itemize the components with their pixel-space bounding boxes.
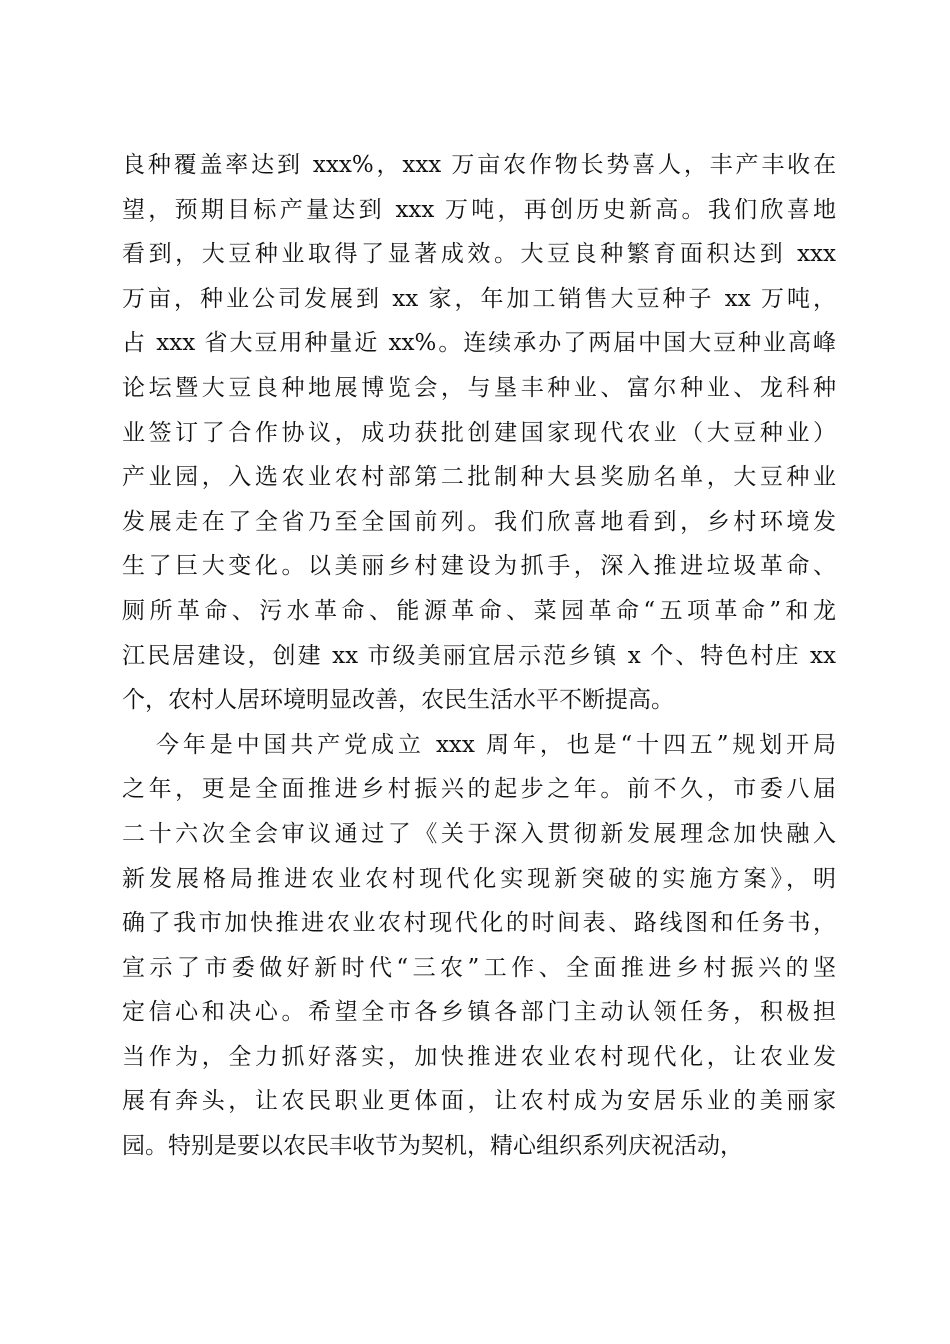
text-line: 江民居建设，创建 xx 市级美丽宜居示范乡镇 x 个、特色村庄 xx bbox=[122, 642, 836, 669]
text-line: 二十六次全会审议通过了《关于深入贯彻新发展理念加快融入 bbox=[122, 820, 836, 847]
text-line: 占 xxx 省大豆用种量近 xx%。连续承办了两届中国大豆种业高峰 bbox=[122, 330, 836, 357]
text-line: 厕所革命、污水革命、能源革命、菜园革命“五项革命”和龙 bbox=[122, 597, 836, 624]
text-line: 今年是中国共产党成立 xxx 周年，也是“十四五”规划开局 bbox=[156, 731, 836, 758]
text-line: 确了我市加快推进农业农村现代化的时间表、路线图和任务书， bbox=[122, 910, 836, 937]
text-line: 良种覆盖率达到 xxx%，xxx 万亩农作物长势喜人，丰产丰收在 bbox=[122, 152, 836, 178]
text-line: 个，农村人居环境明显改善，农民生活水平不断提高。 bbox=[122, 687, 674, 714]
text-line: 看到，大豆种业取得了显著成效。大豆良种繁育面积达到 xxx bbox=[122, 241, 836, 268]
text-line: 定信心和决心。希望全市各乡镇各部门主动认领任务，积极担 bbox=[122, 999, 836, 1026]
text-line: 万亩，种业公司发展到 xx 家，年加工销售大豆种子 xx 万吨， bbox=[122, 285, 836, 312]
paragraph-2 bbox=[122, 723, 836, 1169]
text-line: 宣示了市委做好新时代“三农”工作、全面推进乡村振兴的坚 bbox=[122, 954, 836, 981]
text-line: 新发展格局推进农业农村现代化实现新突破的实施方案》，明 bbox=[122, 865, 836, 892]
text-line: 当作为，全力抓好落实，加快推进农业农村现代化，让农业发 bbox=[122, 1043, 836, 1070]
text-line: 论坛暨大豆良种地展博览会，与垦丰种业、富尔种业、龙科种 bbox=[122, 374, 836, 401]
text-line: 产业园，入选农业农村部第二批制种大县奖励名单，大豆种业 bbox=[122, 464, 836, 491]
text-line: 园。特别是要以农民丰收节为契机，精心组织系列庆祝活动， bbox=[122, 1133, 743, 1160]
text-line: 生了巨大变化。以美丽乡村建设为抓手，深入推进垃圾革命、 bbox=[122, 553, 836, 580]
text-line: 之年，更是全面推进乡村振兴的起步之年。前不久，市委八届 bbox=[122, 776, 836, 803]
document-body bbox=[122, 143, 836, 1169]
text-line: 发展走在了全省乃至全国前列。我们欣喜地看到，乡村环境发 bbox=[122, 508, 836, 535]
text-line: 业签订了合作协议，成功获批创建国家现代农业（大豆种业） bbox=[122, 419, 836, 446]
text-line: 望，预期目标产量达到 xxx 万吨，再创历史新高。我们欣喜地 bbox=[122, 196, 836, 223]
paragraph-1 bbox=[122, 143, 836, 723]
text-line: 展有奔头，让农民职业更体面，让农村成为安居乐业的美丽家 bbox=[122, 1088, 836, 1115]
